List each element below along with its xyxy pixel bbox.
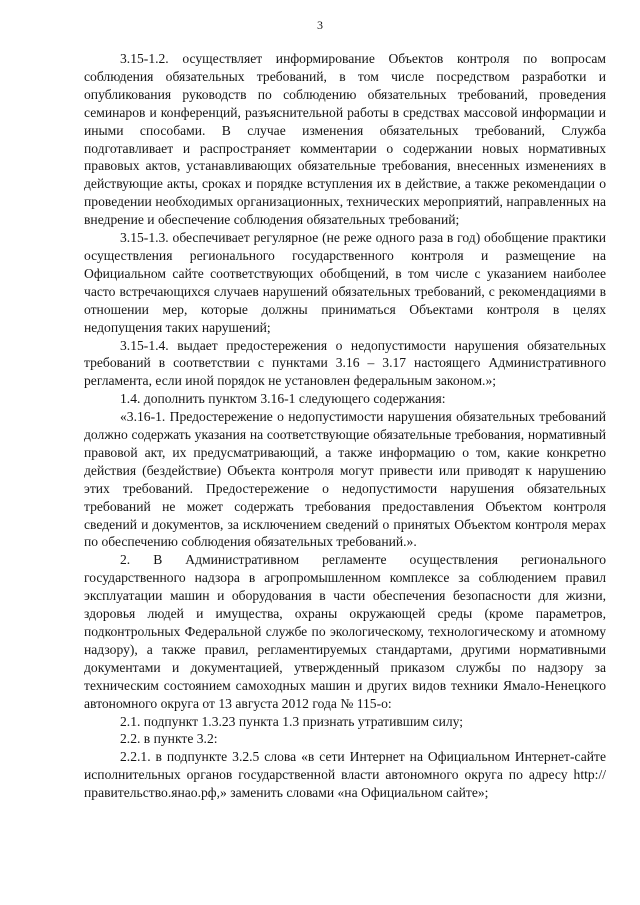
paragraph-3-15-1-3: 3.15-1.3. обеспечивает регулярное (не реже одного раза в год) обобщение практики осуществления регионального государственного контроля и размещение на Официальном сайте соответствующих обобщений, в том числе с указанием наиболее часто встречающихся случаев нарушений обязательных требований, с рекомендациями в отношении мер, которые должны приниматься Объектами контроля в целях недопущения таких нарушений; [84,230,606,335]
paragraph-2-2: 2.2. в пункте 3.2: [120,731,218,747]
document-body [84,50,606,802]
paragraph-2-1: 2.1. подпункт 1.3.23 пункта 1.3 признать утратившим силу; [120,713,464,729]
paragraph-2: 2. В Административном регламенте осуществления регионального государственного надзора в агропромышленном комплексе за соблюдением правил эксплуатации машин и оборудования в части обеспечения безопасности для жизни, здоровья людей и имущества, охраны окружающей среды (кроме параметров, подконтрольных Федеральной службе по экологическому, технологическому и атомному надзору), а также правил, регламентируемых стандартами, другими нормативными документами и документацией, утвержденный приказом службы по надзору за техническим состоянием самоходных машин и других видов техники Ямало-Ненецкого автономного округа от 13 августа 2012 года № 115-о: [84,552,606,711]
paragraph-3-15-1-4: 3.15-1.4. выдает предостережения о недопустимости нарушения обязательных требований в соответствии с пунктами 3.16 – 3.17 настоящего Административного регламента, если иной порядок не установлен федеральным законом.»; [84,337,606,389]
paragraph-1-4: 1.4. дополнить пунктом 3.16-1 следующего содержания: [120,391,446,407]
page-number: 3 [317,18,323,32]
paragraph-3-16-1: «3.16-1. Предостережение о недопустимости нарушения обязательных требований должно содержать указания на соответствующие обязательные требования, нормативный правовой акт, их предусматривающий, а также информацию о том, какие конкретно действия (бездействие) Объекта контроля могут привести или приводят к нарушению этих требований. Предостережение о недопустимости нарушения обязательных требований не может содержать требования предоставления Объектом контроля сведений и документов, за исключением сведений о принятых Объектом контроля мерах по обеспечению соблюдения обязательных требований.». [84,409,606,550]
paragraph-2-2-1: 2.2.1. в подпункте 3.2.5 слова «в сети Интернет на Официальном Интернет-сайте исполнительных органов государственной власти автономного округа по адресу http://правительство.янао.рф,» заменить словами «на Официальном сайте»; [84,749,606,801]
paragraph-3-15-1-2: 3.15-1.2. осуществляет информирование Объектов контроля по вопросам соблюдения обязательных требований, в том числе посредством разработки и опубликования руководств по соблюдению обязательных требований, проведения семинаров и конференций, разъяснительной работы в средствах массовой информации и иными способами. В случае изменения обязательных требований, Служба подготавливает и распространяет комментарии о содержании новых нормативных правовых актов, устанавливающих обязательные требования, внесенных изменениях в действующие акты, сроках и порядке вступления их в действие, а также рекомендации о проведении необходимых организационных, технических мероприятий, направленных на внедрение и обеспечение соблюдения обязательных требований; [84,51,606,228]
